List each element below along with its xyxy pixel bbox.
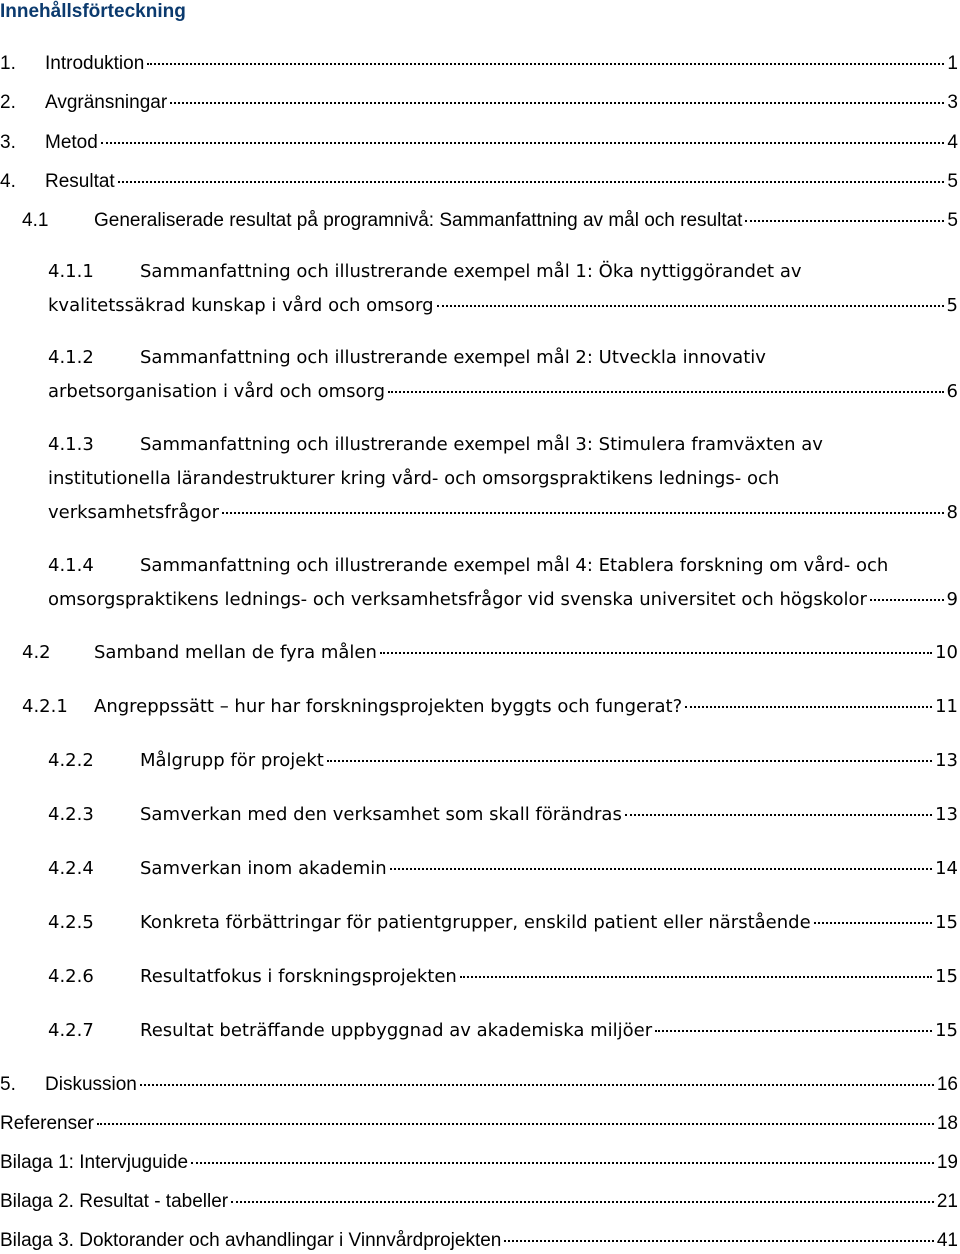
toc-entry[interactable]: [48, 259, 958, 319]
toc-entry-page: 18: [936, 1113, 958, 1134]
toc-entry-page: 13: [935, 750, 958, 771]
toc-entry[interactable]: [0, 1072, 958, 1098]
toc-entry-text: Målgrupp för projekt: [140, 750, 324, 771]
toc-entry-number: 4.2.4: [48, 858, 94, 879]
toc-entry-number: 4.2: [22, 642, 51, 663]
toc-entry-number: 4.1.2: [48, 347, 94, 368]
toc-entry[interactable]: [48, 910, 958, 936]
dot-leader: [327, 760, 932, 762]
dot-leader: [625, 814, 932, 816]
toc-entry-page: 11: [935, 696, 958, 717]
toc-entry-page: 41: [936, 1230, 958, 1251]
dot-leader: [685, 706, 932, 708]
dot-leader: [745, 220, 944, 222]
toc-entry-number: 2.: [0, 92, 16, 113]
dot-leader: [388, 391, 943, 393]
toc-entry-text-cont: arbetsorganisation i vård och omsorg: [48, 381, 386, 402]
toc-entry-text-cont: verksamhetsfrågor: [48, 502, 220, 523]
toc-entry-text: Konkreta förbättringar för patientgrupper, enskild patient eller närstående: [140, 912, 811, 933]
toc-entry-page: 5: [947, 210, 958, 231]
dot-leader: [97, 1123, 934, 1125]
toc-entry-number: 4.: [0, 171, 16, 192]
toc-entry[interactable]: [22, 208, 958, 234]
dot-leader: [140, 1084, 934, 1086]
toc-entry-number: 1.: [0, 53, 16, 74]
toc-entry-text-cont: institutionella lärandestrukturer kring vård- och omsorgspraktikens lednings- och: [48, 468, 780, 489]
toc-entry[interactable]: [22, 694, 958, 720]
toc-entry[interactable]: [0, 1228, 958, 1254]
dot-leader: [814, 922, 932, 924]
toc-entry-page: 6: [946, 381, 958, 402]
toc-entry-text: Sammanfattning och illustrerande exempel mål 4: Etablera forskning om vård- och: [140, 555, 889, 576]
toc-entry[interactable]: [48, 856, 958, 882]
toc-entry-number: 4.2.2: [48, 750, 94, 771]
dot-leader: [222, 512, 944, 514]
toc-entry[interactable]: [0, 1150, 958, 1176]
toc-entry[interactable]: [48, 553, 958, 613]
toc-entry-number: 4.2.6: [48, 966, 94, 987]
toc-entry-text: Resultat beträffande uppbyggnad av akademiska miljöer: [140, 1020, 653, 1041]
toc-entry-text: Metod: [45, 132, 98, 153]
toc-entry-page: 15: [935, 1020, 958, 1041]
toc-entry-number: 4.1.3: [48, 434, 94, 455]
dot-leader: [191, 1162, 934, 1164]
toc-entry-page: 9: [946, 589, 958, 610]
toc-entry-text-cont: kvalitetssäkrad kunskap i vård och omsorg: [48, 295, 434, 316]
toc-entry-text-cont: omsorgspraktikens lednings- och verksamhetsfrågor vid svenska universitet och högskolor: [48, 589, 867, 610]
dot-leader: [504, 1240, 934, 1242]
toc-entry-page: 13: [935, 804, 958, 825]
toc-entry-text: Generaliserade resultat på programnivå: Sammanfattning av mål och resultat: [94, 210, 743, 231]
toc-entry-number: 4.2.1: [22, 696, 68, 717]
dot-leader: [870, 599, 944, 601]
dot-leader: [380, 652, 932, 654]
toc-entry-text: Angreppssätt – hur har forskningsprojekten byggts och fungerat?: [94, 696, 683, 717]
toc-entry-number: 4.1: [22, 210, 49, 231]
toc-entry[interactable]: [48, 1018, 958, 1044]
toc-entry-text: Sammanfattning och illustrerande exempel mål 3: Stimulera framväxten av: [140, 434, 823, 455]
toc-entry-text: Bilaga 2. Resultat - tabeller: [0, 1191, 229, 1212]
toc-entry-page: 14: [935, 858, 958, 879]
toc-entry-page: 19: [936, 1152, 958, 1173]
toc-entry-page: 4: [947, 132, 958, 153]
toc-entry-text: Bilaga 3. Doktorander och avhandlingar i Vinnvårdprojekten: [0, 1230, 502, 1251]
toc-entry-page: 5: [947, 171, 958, 192]
toc-entry-text: Resultat: [45, 171, 115, 192]
dot-leader: [437, 305, 944, 307]
toc-entry[interactable]: [0, 1111, 958, 1137]
toc-entry[interactable]: [48, 964, 958, 990]
toc-entry-number: 4.2.3: [48, 804, 94, 825]
toc-title: Innehållsförteckning: [0, 1, 186, 22]
toc-entry-text: Diskussion: [45, 1074, 137, 1095]
toc-entry-number: 5.: [0, 1074, 16, 1095]
toc-entry-page: 15: [935, 912, 958, 933]
toc-entry-page: 15: [935, 966, 958, 987]
toc-entry[interactable]: [48, 432, 958, 526]
toc-entry-text: Sammanfattning och illustrerande exempel mål 1: Öka nyttiggörandet av: [140, 261, 802, 282]
toc-entry-page: 1: [947, 53, 958, 74]
toc-entry[interactable]: [0, 169, 958, 195]
toc-entry[interactable]: [22, 640, 958, 666]
toc-entry[interactable]: [48, 802, 958, 828]
dot-leader: [147, 63, 944, 65]
toc-entry-page: 8: [946, 502, 958, 523]
dot-leader: [460, 976, 932, 978]
toc-entry-text: Samband mellan de fyra målen: [94, 642, 377, 663]
toc-entry-page: 5: [946, 295, 958, 316]
toc-entry-number: 4.1.4: [48, 555, 94, 576]
toc-entry-text: Avgränsningar: [45, 92, 168, 113]
toc-entry[interactable]: [0, 1189, 958, 1215]
toc-entry-number: 3.: [0, 132, 16, 153]
toc-entry-text: Bilaga 1: Intervjuguide: [0, 1152, 189, 1173]
toc-entry[interactable]: [0, 51, 958, 77]
toc-entry-text: Referenser: [0, 1113, 94, 1134]
toc-entry[interactable]: [48, 748, 958, 774]
dot-leader: [101, 142, 945, 144]
dot-leader: [118, 181, 945, 183]
toc-entry-text: Sammanfattning och illustrerande exempel mål 2: Utveckla innovativ: [140, 347, 766, 368]
toc-entry[interactable]: [48, 345, 958, 405]
dot-leader: [390, 868, 932, 870]
toc-entry-number: 4.2.7: [48, 1020, 94, 1041]
toc-entry-page: 16: [936, 1074, 958, 1095]
dot-leader: [231, 1201, 934, 1203]
dot-leader: [170, 102, 944, 104]
toc-entry-page: 21: [936, 1191, 958, 1212]
toc-entry-number: 4.1.1: [48, 261, 94, 282]
toc-entry[interactable]: [0, 90, 958, 116]
toc-entry-page: 10: [935, 642, 958, 663]
toc-entry-number: 4.2.5: [48, 912, 94, 933]
toc-entry-page: 3: [947, 92, 958, 113]
toc-entry-text: Samverkan med den verksamhet som skall förändras: [140, 804, 622, 825]
toc-entry-text: Resultatfokus i forskningsprojekten: [140, 966, 457, 987]
dot-leader: [655, 1030, 932, 1032]
toc-entry-text: Introduktion: [45, 53, 145, 74]
toc-entry-text: Samverkan inom akademin: [140, 858, 387, 879]
toc-entry[interactable]: [0, 130, 958, 156]
